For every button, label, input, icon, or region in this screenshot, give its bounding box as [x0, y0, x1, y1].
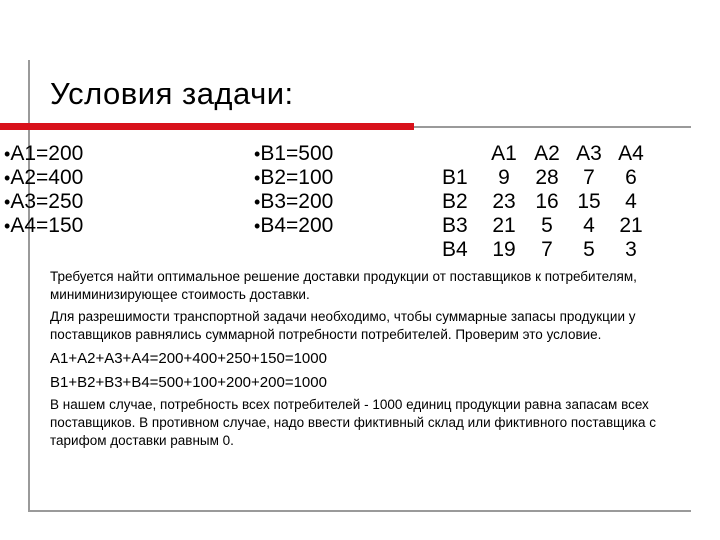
table-row — [436, 190, 652, 214]
title-accent-bar — [0, 123, 414, 130]
row-label: B3 — [442, 214, 468, 237]
table-cell: 21 — [492, 214, 516, 237]
table-cell: 28 — [535, 166, 559, 189]
table-cell: 6 — [625, 166, 637, 189]
title-divider-line — [414, 126, 691, 128]
consumer-item: • B4=200 — [254, 214, 333, 238]
body-text — [50, 268, 690, 454]
paragraph-conclusion: В нашем случае, потребность всех потребителей - 1000 единиц продукции равна запасам всех поставщиков. В противном случае, надо ввести фиктивный склад или фиктивного поставщика с тарифом доставки равным 0. — [50, 397, 656, 448]
table-cell: 16 — [535, 190, 559, 213]
header-cell: A2 — [534, 142, 560, 165]
supplier-item: • A3=250 — [4, 190, 83, 214]
supplier-list — [4, 142, 83, 238]
header-cell: A1 — [491, 142, 517, 165]
table-cell: 5 — [541, 214, 553, 237]
table-cell: 3 — [625, 238, 637, 261]
row-label: B4 — [442, 238, 468, 261]
table-cell: 9 — [498, 166, 510, 189]
equation-supply: A1+A2+A3+A4=200+400+250+150=1000 — [50, 350, 327, 367]
table-cell: 7 — [541, 238, 553, 261]
table-cell: 7 — [583, 166, 595, 189]
table-cell: 4 — [625, 190, 637, 213]
row-label: B1 — [442, 166, 468, 189]
table-cell: 23 — [492, 190, 516, 213]
table-cell: 19 — [492, 238, 516, 261]
consumer-list — [254, 142, 333, 238]
slide-title: Условия задачи: — [50, 76, 294, 111]
supplier-item: • A2=400 — [4, 166, 83, 190]
cost-table-header — [436, 142, 652, 166]
consumer-item: • B3=200 — [254, 190, 333, 214]
cost-table — [436, 142, 652, 262]
table-row — [436, 214, 652, 238]
supplier-item: • A4=150 — [4, 214, 83, 238]
table-row — [436, 166, 652, 190]
equation-demand: B1+B2+B3+B4=500+100+200+200=1000 — [50, 374, 327, 391]
consumer-item: • B2=100 — [254, 166, 333, 190]
header-cell — [436, 142, 482, 166]
table-row — [436, 238, 652, 262]
header-cell: A4 — [618, 142, 644, 165]
table-cell: 21 — [619, 214, 643, 237]
paragraph-task: Требуется найти оптимальное решение доставки продукции от поставщиков к потребителям, миниминизирующее стоимость доставки. — [50, 269, 637, 302]
supplier-item: • A1=200 — [4, 142, 83, 166]
header-cell: A3 — [576, 142, 602, 165]
table-cell: 5 — [583, 238, 595, 261]
frame-bottom-line — [28, 510, 691, 512]
consumer-item: • B1=500 — [254, 142, 333, 166]
table-cell: 4 — [583, 214, 595, 237]
table-cell: 15 — [577, 190, 601, 213]
row-label: B2 — [442, 190, 468, 213]
paragraph-condition: Для разрешимости транспортной задачи необходимо, чтобы суммарные запасы продукции у поставщиков равнялись суммарной потребности потребителей. Проверим это условие. — [50, 309, 636, 342]
